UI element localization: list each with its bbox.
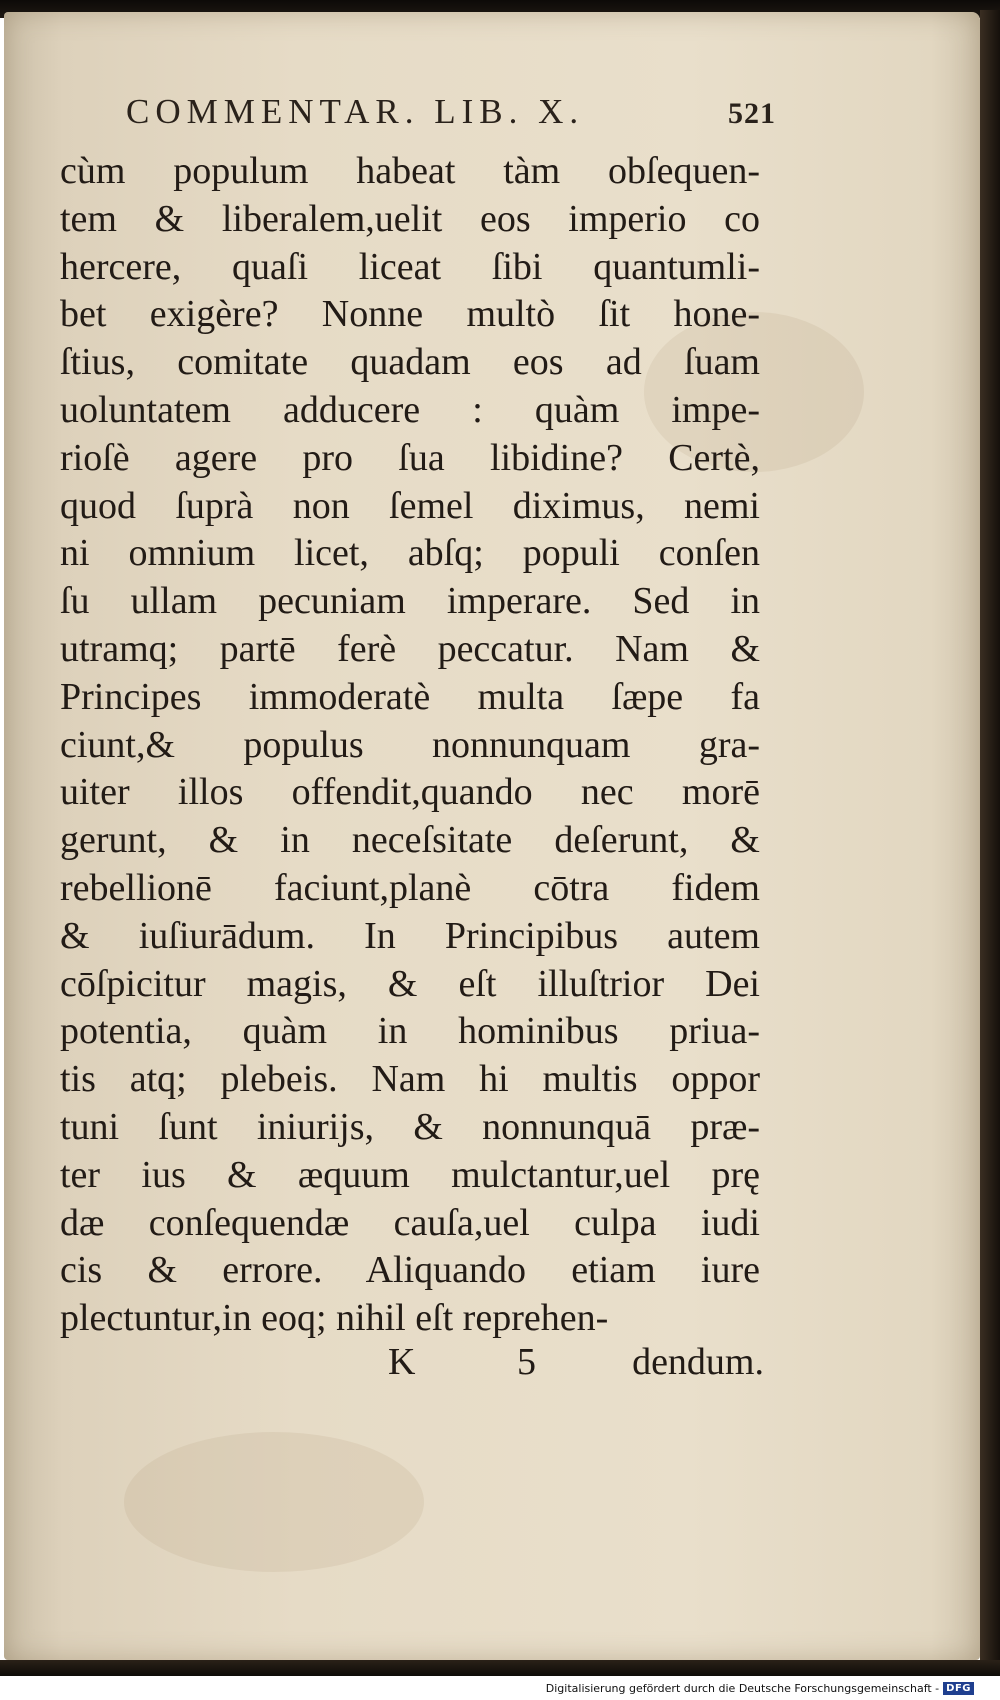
text-line: rioſè agere pro ſua libidine? Certè, (60, 436, 760, 479)
text-line: hercere, quaſi liceat ſibi quantumli- (60, 245, 760, 288)
text-line: ſu ullam pecuniam imperare. Sed in (60, 580, 760, 623)
text-line: cōſpicitur magis, & eſt illuſtrior Dei (60, 962, 760, 1005)
text-line: plectuntur,in eoq; nihil eſt reprehen- (60, 1297, 609, 1340)
digitization-credit (546, 1679, 974, 1697)
paper-stain (124, 1432, 424, 1572)
text-line: uiter illos offendit,quando nec morē (60, 771, 760, 814)
text-line: utramq; partē ferè peccatur. Nam & (60, 627, 760, 670)
text-line: dæ conſequendæ cauſa,uel culpa iudi (60, 1201, 760, 1244)
catchword: dendum. (632, 1341, 764, 1383)
text-line: tis atq; plebeis. Nam hi multis oppor (60, 1058, 760, 1101)
folio-number: 521 (728, 97, 776, 130)
text-line: tem & liberalem,uelit eos imperio co (60, 197, 760, 240)
text-line: uoluntatem adducere : quàm impe- (60, 388, 760, 431)
signature-mark: K 5 (388, 1341, 582, 1383)
page-footer (60, 1340, 764, 1388)
text-line: cis & errore. Aliquando etiam iure (60, 1249, 760, 1292)
right-book-edge (980, 10, 1000, 1670)
credit-text: Digitalisierung gefördert durch die Deutsche Forschungsgemeinschaft - (545, 1681, 940, 1695)
text-line: ſtius, comitate quadam eos ad ſuam (60, 341, 760, 384)
text-line: tuni ſunt iniurijs, & nonnunquā præ- (60, 1105, 760, 1148)
bottom-book-edge (0, 1660, 1000, 1676)
text-line: bet exigère? Nonne multò ſit hone- (60, 293, 760, 336)
body-text (60, 148, 760, 1343)
text-line: Principes immoderatè multa ſæpe fa (60, 675, 760, 718)
text-line: ciunt,& populus nonnunquam gra- (60, 723, 760, 766)
text-line: ni omnium licet, abſq; populi conſen (60, 532, 760, 575)
text-line: & iuſiurādum. In Principibus autem (60, 914, 760, 957)
text-line: potentia, quàm in hominibus priua- (60, 1010, 760, 1053)
dfg-logo: DFG (943, 1682, 974, 1695)
text-line: rebellionē faciunt,planè cōtra fidem (60, 866, 760, 909)
text-line: ter ius & æquum mulctantur,uel prę (60, 1153, 760, 1196)
text-line: cùm populum habeat tàm obſequen- (60, 150, 760, 192)
text-line: gerunt, & in neceſsitate deſerunt, & (60, 819, 760, 862)
running-head (126, 92, 776, 142)
text-line: quod ſuprà non ſemel diximus, nemi (60, 484, 760, 527)
running-head-title: COMMENTAR. LIB. X. (126, 92, 585, 131)
